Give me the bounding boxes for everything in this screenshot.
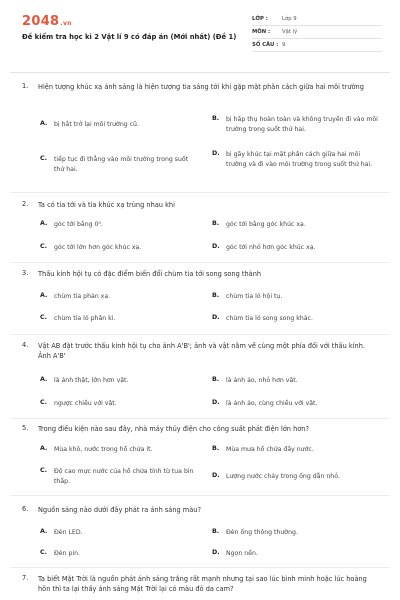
site-logo[interactable] [22, 14, 72, 29]
option-a[interactable] [40, 292, 190, 302]
meta-row-class [252, 13, 382, 26]
question-text: Ta có tia tới và tia khúc xạ trùng nhau khi [38, 201, 175, 209]
question-divider [10, 495, 390, 496]
question-number: 2. [22, 200, 29, 208]
option-text: Mùa khô, nước trong hồ chứa ít. [54, 446, 153, 453]
meta-label: LỚP : [252, 16, 268, 22]
option-a[interactable] [40, 120, 190, 130]
question-number: 3. [22, 269, 29, 277]
option-b[interactable] [212, 528, 380, 538]
meta-value: 9 [282, 42, 286, 48]
option-letter: D. [212, 243, 220, 250]
option-text: Mùa mưa hồ chứa đầy nước. [226, 446, 314, 453]
question-number: 5. [22, 424, 29, 432]
option-a[interactable] [40, 376, 190, 386]
option-text: ngược chiều với vật. [54, 400, 117, 407]
option-letter: A. [40, 445, 48, 452]
option-text: góc tới bằng 0⁰. [54, 221, 103, 228]
option-letter: B. [212, 445, 220, 452]
question-divider [10, 262, 390, 263]
question-text: Nguồn sáng nào dưới đây phát ra ánh sáng màu? [38, 506, 201, 514]
option-c[interactable] [40, 467, 195, 487]
option-letter: B. [212, 292, 220, 299]
option-text: tiếp tục đi thẳng vào môi trường trong suốt thứ hai. [54, 156, 189, 173]
meta-label: MÔN : [252, 29, 271, 35]
option-text: bị hắt trở lại môi trường cũ. [54, 121, 139, 128]
option-d[interactable] [212, 314, 380, 324]
question-divider [10, 418, 390, 419]
option-letter: D. [212, 549, 220, 556]
option-text: bị hấp thụ hoàn toàn và không truyền đi vào môi trường trong suốt thứ hai. [226, 116, 378, 133]
meta-label: SỐ CÂU : [252, 42, 279, 48]
option-letter: C. [40, 399, 48, 406]
option-letter: D. [212, 150, 220, 157]
option-letter: C. [40, 467, 48, 474]
option-letter: A. [40, 376, 48, 383]
option-text: Đèn ống thông thường. [226, 529, 298, 536]
option-text: chùm tia phản xạ. [54, 293, 111, 300]
option-letter: B. [212, 376, 220, 383]
option-text: là ảnh ảo, cùng chiều với vật. [226, 400, 318, 407]
option-text: Độ cao mực nước của hồ chứa tính từ tua bin thấp. [54, 468, 194, 485]
option-a[interactable] [40, 220, 190, 230]
question-text: Thấu kính hội tụ có đặc điểm biến đổi chùm tia tới song song thành [38, 270, 262, 278]
option-b[interactable] [212, 220, 380, 230]
header-divider [10, 72, 390, 73]
option-text: góc tới nhỏ hơn góc khúc xạ. [226, 244, 316, 251]
option-text: góc tới lớn hơn góc khúc xạ. [54, 244, 142, 251]
option-letter: A. [40, 528, 48, 535]
option-text: Đèn LED. [54, 529, 83, 536]
option-text: chùm tia ló phân kì. [54, 315, 116, 322]
meta-value: Vật lý [282, 29, 298, 35]
option-text: góc tới bằng góc khúc xạ. [226, 221, 306, 228]
option-text: là ảnh ảo, nhỏ hơn vật. [226, 377, 298, 384]
question-divider [10, 567, 390, 568]
question-number: 4. [22, 341, 29, 349]
option-letter: A. [40, 220, 48, 227]
option-letter: C. [40, 155, 48, 162]
option-letter: D. [212, 399, 220, 406]
question-number: 6. [22, 505, 29, 513]
option-c[interactable] [40, 549, 190, 559]
question-text: Vật AB đặt trước thấu kính hội tụ cho ảnh A'B'; ảnh và vật nằm về cùng một phía đối với thấu kính. Ảnh A'B' [38, 342, 365, 360]
option-letter: C. [40, 243, 48, 250]
option-b[interactable] [212, 292, 380, 302]
meta-row-count [252, 39, 382, 52]
option-text: chùm tia ló song song khác. [226, 315, 313, 322]
option-a[interactable] [40, 445, 190, 455]
logo-suffix: .vn [60, 20, 72, 27]
option-text: bị gãy khúc tại mặt phân cách giữa hai môi trường và đi vào môi trường trong suốt thứ hai. [226, 151, 373, 168]
option-letter: A. [40, 120, 48, 127]
question-divider [10, 192, 390, 193]
option-letter: C. [40, 314, 48, 321]
option-letter: B. [212, 528, 220, 535]
option-text: là ảnh thật, lớn hơn vật. [54, 377, 129, 384]
question-number: 1. [22, 82, 29, 90]
question-text: Hiện tượng khúc xạ ánh sáng là hiện tượng tia sáng tới khi gặp mặt phân cách giữa hai môi trường [38, 83, 364, 91]
option-d[interactable] [212, 549, 380, 559]
document-header [0, 0, 400, 72]
option-b[interactable] [212, 115, 380, 135]
option-d[interactable] [212, 243, 380, 253]
option-text: Ngọn nến. [226, 550, 258, 557]
option-c[interactable] [40, 155, 190, 175]
meta-value: Lớp 9 [282, 16, 297, 22]
option-b[interactable] [212, 445, 380, 455]
question-text: Ta biết Mặt Trời là nguồn phát ánh sáng trắng rất mạnh nhưng tại sao lúc bình minh hoặc lúc hoàng hôn thì ta lại thấy ánh sáng Mặt Trời lại có màu đỏ da cam? [38, 575, 367, 593]
question-text: Trong điều kiện nào sau đây, nhà máy thủy điện cho công suất phát điện lớn hơn? [38, 425, 309, 433]
option-c[interactable] [40, 314, 190, 324]
option-b[interactable] [212, 376, 380, 386]
logo-main: 2048 [22, 14, 60, 29]
question-number: 7. [22, 574, 29, 582]
document-title: Đề kiểm tra học kì 2 Vật lí 9 có đáp án (Mới nhất) (Đề 1) [22, 33, 237, 41]
option-d[interactable] [212, 399, 380, 409]
option-c[interactable] [40, 243, 190, 253]
option-text: chùm tia ló hội tụ. [226, 293, 283, 300]
option-letter: D. [212, 472, 220, 479]
option-letter: A. [40, 292, 48, 299]
option-letter: B. [212, 115, 220, 122]
option-text: Đèn pin. [54, 550, 81, 557]
option-c[interactable] [40, 399, 190, 409]
option-letter: B. [212, 220, 220, 227]
option-letter: D. [212, 314, 220, 321]
option-letter: C. [40, 549, 48, 556]
option-d[interactable] [212, 472, 380, 482]
question-divider [10, 334, 390, 335]
document-meta [252, 13, 382, 52]
meta-row-subject [252, 26, 382, 39]
option-text: Lượng nước chảy trong ống dẫn nhỏ. [226, 473, 340, 480]
option-d[interactable] [212, 150, 380, 170]
option-a[interactable] [40, 528, 190, 538]
